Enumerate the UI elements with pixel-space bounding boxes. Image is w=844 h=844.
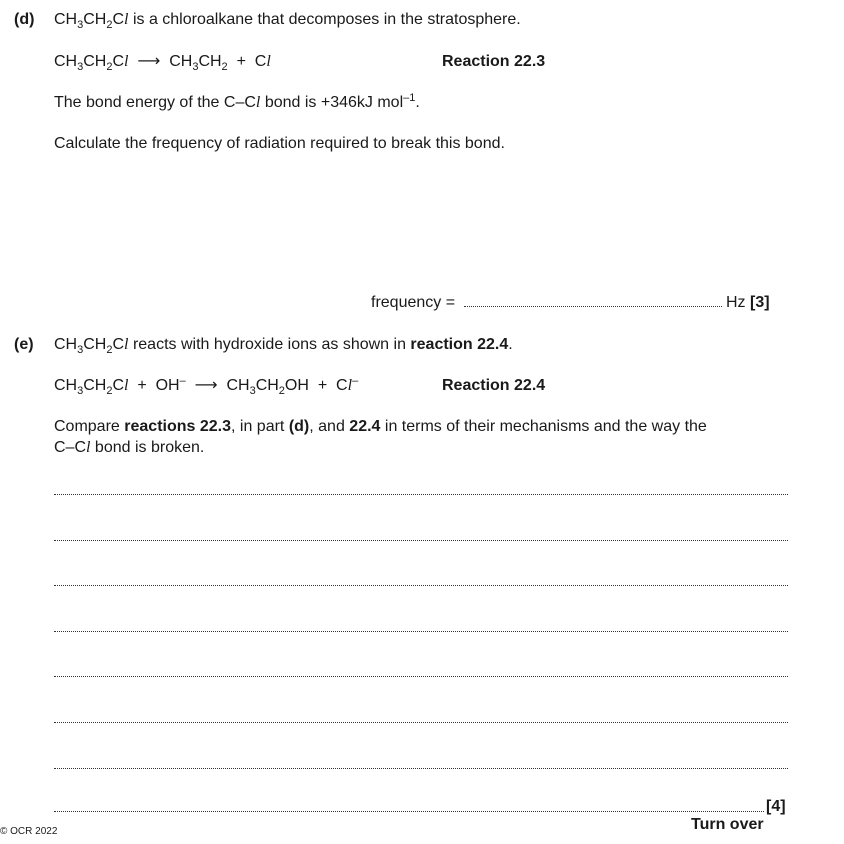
answer-line[interactable]	[54, 722, 788, 723]
copyright-notice: © OCR 2022	[0, 826, 58, 837]
reaction-22-3-label: Reaction 22.3	[442, 53, 546, 70]
formula: $CH_3CH_2Cl$	[54, 11, 129, 31]
part-d-marks: [3]	[749, 294, 770, 311]
part-e-marks: [4]	[766, 798, 786, 815]
part-e-intro: $CH_3CH_2Cl$ reacts with hydroxide ions as shown in reaction 22.4.	[54, 336, 513, 356]
answer-line[interactable]	[54, 676, 788, 677]
part-d-label: (d)	[14, 11, 35, 28]
frequency-unit: Hz	[725, 294, 746, 311]
answer-line[interactable]	[54, 768, 788, 769]
reaction-arrow: ⟶	[194, 377, 218, 394]
turn-over-label: Turn over	[691, 816, 764, 833]
answer-line[interactable]	[54, 631, 788, 632]
part-d-intro: $CH_3CH_2Cl$ is a chloroalkane that decomposes in the stratosphere.	[54, 11, 521, 31]
part-d-question: Calculate the frequency of radiation required to break this bond.	[54, 135, 505, 152]
frequency-answer-field[interactable]	[464, 294, 722, 307]
reaction-22-4-equation: $CH_3CH_2Cl + OH^-$ ⟶ $CH_3CH_2OH + Cl^-$	[54, 375, 359, 397]
part-e-label: (e)	[14, 336, 34, 353]
part-e-question: Compare reactions 22.3, in part (d), and 22.4 in terms of their mechanisms and the way the C–Cl bond is broken.	[54, 418, 707, 456]
reaction-22-3-equation: $CH_3CH_2Cl$ ⟶ $CH_3CH_2 + Cl$	[54, 53, 271, 73]
reaction-arrow: ⟶	[137, 53, 161, 70]
reaction-22-4-label: Reaction 22.4	[442, 377, 546, 394]
answer-line[interactable]	[54, 585, 788, 586]
answer-line[interactable]	[54, 494, 788, 495]
answer-line[interactable]	[54, 540, 788, 541]
frequency-label: frequency =	[371, 294, 456, 311]
answer-line[interactable]	[54, 811, 764, 812]
frequency-answer-row	[371, 293, 770, 313]
bond-energy-statement: The bond energy of the C–Cl bond is +346kJ mol$^{-1}$.	[54, 92, 420, 111]
